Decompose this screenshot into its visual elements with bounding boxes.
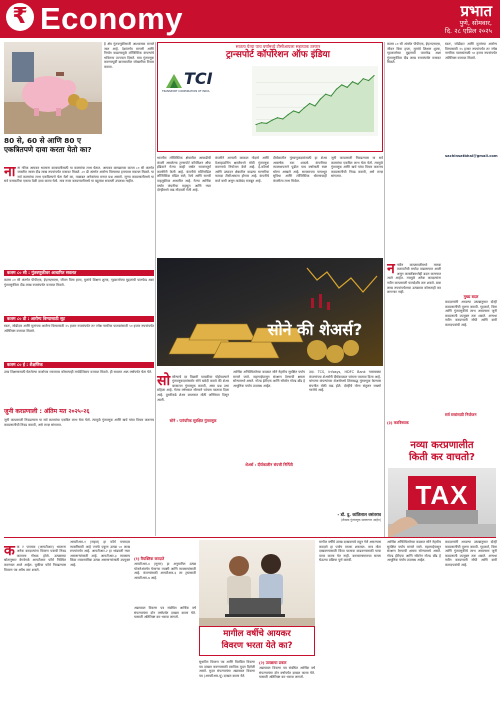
section-title: Economy	[40, 1, 184, 36]
column-rule	[155, 42, 156, 536]
dropcap: न	[387, 260, 395, 277]
gold-body-left	[157, 370, 229, 520]
tci-body-right: दीर्घकालीन गुंतवणूकदारांसाठी हा शेअर आकर्षक ठरू शकतो. कंपनीच्या व्यवस्थापनाने पुढील पाच वर्षांसाठी स्पष्ट धोरण आखले आहे. सरकारच्या पायाभूत सुविधा आणि लॉजिस्टिक धोरणाचाही कंपनीला लाभ मिळेल.	[273, 156, 327, 183]
story1-body-text: ना गरिक आयकर भरताना करबचतीसाठी या कलमांचा लाभ घेतात. आयकर कायद्याच्या कलम ८० सी अंतर्गत जास्तीत जास्त दीड लाख रुपयांपर्यंत वजावट मिळते. ८० डी अंतर्गत आरोग्य विम्याच्या हप्त्यावर सवलत मिळते. या सर्व कलमांचा लाभ एकत्रितपणे घेता येतो का, याबाबत अनेकांच्या मनात प्रश्न असतो. जुन्या करप्रणालीमध्ये या सर्व वजावटींचा एकाच वेळी दावा करता येतो. मात्र नव्या करप्रणालीमध्ये या बहुतांश सवलती उपलब्ध नाहीत.	[4, 165, 154, 184]
bottom-body-c5: सुधारित विवरण पत्र आणि विलंबित विवरण पत्र दाखल करण्यासाठी ठराविक मुदत दिलेली असते. मुदत संपल्यानंतर अद्ययावत विवरण पत्र (आयटीआर-यू) दाखल करता येते.	[199, 660, 255, 678]
chart-point	[320, 99, 321, 100]
story1-sub1-body: कलम ८० सी अंतर्गत पीपीएफ, ईएलएसएस, जीवन विमा हप्ता, मुलांचे शिक्षण शुल्क, गृहकर्जाच्या मुद्दलाची परतफेड अशा गुंतवणुकींवर दीड लाख रुपयांपर्यंत वजावट मिळते.	[4, 278, 154, 287]
right-col-top: कलम ८० सी अंतर्गत पीपीएफ, ईएलएसएस, जीवन विमा हप्ता, मुलांचे शिक्षण शुल्क, गृहकर्जाच्या मुद्दलाची परतफेड अशा गुंतवणुकींवर दीड लाख रुपयांपर्यंत वजावट मिळते.	[387, 42, 441, 65]
chart-point	[325, 94, 326, 95]
tci-body-mid: कंपनीने आगामी काळात गोदामे आणि वेअरहाउसिंग क्षमतेमध्ये मोठी गुंतवणूक करण्याचे नियोजन केले आहे. ई-कॉमर्स आणि उत्पादन क्षेत्रातील वाढत्या मागणीचा फायदा टीसीआयला होणार आहे. कंपनीचे कर्ज कमी असून ताळेबंद मजबूत आहे.	[215, 156, 269, 183]
story1-intro-text: हे क्षेत्र गुंतवणुकीसाठी आश्वासक मानले जात आहे. देशांतर्गत मागणी आणि निर्यात वाढल्यामुळे लॉजिस्टिक कंपन्यांचे भवितव्य उज्ज्वल दिसते. मात्र गुंतवणूक करण्यापूर्वी बाजारातील जोखमींचा विचार करावा.	[104, 42, 154, 69]
gold-author: - डॉ. दु. कांतिलाल वसंतराव	[337, 512, 381, 517]
couple-laptop-illustration	[199, 540, 315, 626]
gold-author-sub: (लेखक गुंतवणूक सल्लागार आहेत)	[340, 518, 381, 522]
bottom-body-c3: आयटीआर-४ (सुगम) हा अनुमानित उत्पन्न योजनेअंतर्गत येणाऱ्या व्यक्ती आणि व्यवसायांसाठी आहे. कंपन्यांसाठी आयटीआर-६ तर ट्रस्टसाठी आयटीआर-७ आहे.	[134, 562, 196, 580]
taxnew-subhead-1: मुख्य बदल	[463, 294, 479, 299]
taxnew-headline: नव्या करप्रणालीत किती कर वाचतो?	[409, 440, 475, 463]
chart-point	[271, 120, 272, 121]
chart-point	[368, 80, 369, 81]
gold-bars-illustration	[157, 258, 383, 366]
bottom-body-c7: मागील वर्षीचे उत्पन्न दाखवायचे राहून गेले असल्यास करदाते हा पर्याय वापरू शकतात. मात्र तोटा दाखवण्यासाठी किंवा परतावा वाढवण्यासाठी याचा वापर करता येत नाही. करसल्लागाराचा सल्ला घेऊनच प्रक्रिया पूर्ण करावी.	[319, 540, 381, 563]
bottom-body-c8: आर्थिक अनिश्चिततेच्या काळात सोने नेहमीच सुरक्षित पर्याय मानले जाते. महागाईपासून संरक्षण देण्याची क्षमता सोन्यामध्ये असते. गोल्ड ईटीएफ आणि सॉवरेन गोल्ड बाँड हे आधुनिक पर्याय उपलब्ध आहेत.	[387, 540, 441, 563]
chart-point	[277, 117, 278, 118]
story1-sub3-body: उच्च शिक्षणासाठी घेतलेल्या कर्जाच्या व्याजावर कोणत्याही मर्यादेशिवाय वजावट मिळते. ही सवलत आठ वर्षांपर्यंत घेता येते.	[4, 370, 153, 374]
author-email: sachinsatbhai@gmail.com	[445, 154, 498, 158]
tci-logo-icon	[166, 74, 182, 88]
bottom-body-c3b: अद्ययावत विवरण पत्र संबंधित आर्थिक वर्ष संपल्यानंतर दोन वर्षांपर्यंत दाखल करता येते. यासाठी अतिरिक्त कर भरावा लागतो.	[134, 606, 196, 620]
gold-body-right: उदा. TCS, Infosys, HDFC Bank यासारख्या कंपन्यांच्या शेअर्सनी दीर्घकाळात चांगला परतावा दिला आहे. चांगल्या कंपन्यांच्या शेअर्समध्ये शिस्तबद्ध गुंतवणूक केल्यास संपत्तीत मोठी वाढ होते. दोन्हींचे योग्य संतुलन राखणे गरजेचे आहे.	[309, 370, 381, 393]
bottom-photo	[199, 540, 315, 626]
chart-point	[309, 103, 310, 104]
rupee-icon: ₹	[6, 3, 34, 31]
date-label: दि. २८ एप्रिल २०२५	[444, 27, 492, 35]
taxnew-body-top-text: नवीन करप्रणालीमध्ये मानक वजावटीची मर्यादा वाढवण्यात आली असून करस्लॅबमध्येही बदल करण्यात आले आहेत. त्यामुळे अनेक करदात्यांना नवीन करप्रणाली फायदेशीर ठरू शकते. बारा लाख रुपयांपर्यंतच्या उत्पन्नावर कोणताही कर लागणार नाही.	[387, 262, 441, 295]
tci-title: ट्रान्सपोर्ट कॉर्पोरेशन ऑफ इंडिया	[226, 50, 330, 60]
tci-stock-chart	[252, 66, 378, 136]
gold-feature-photo	[157, 258, 383, 366]
chart-point	[336, 89, 337, 90]
chart-point	[261, 122, 262, 123]
chart-point	[373, 75, 374, 76]
story1-subhead-1: कलम ८० सी : गुंतवणुकीवर आधारित सवलत	[4, 270, 154, 276]
gold-subhead-2: शेअर्स : दीर्घकालीन संपत्ती निर्मिती	[245, 462, 293, 467]
chart-point	[288, 114, 289, 115]
dropcap: सो	[157, 372, 171, 389]
tci-body-left: भारतीय लॉजिस्टिक क्षेत्रातील आघाडीची कंपनी असलेल्या ट्रान्सपोर्ट कॉर्पोरेशन ऑफ इंडियाने गेल्या काही वर्षांत सातत्यपूर्ण कामगिरी केली आहे. कंपनीचे मल्टिमॉडेल लॉजिस्टिक मॉडेल रस्ते, रेल्वे आणि सागरी वाहतुकीवर आधारित आहे. गेल्या आर्थिक वर्षात कंपनीचा महसूल आणि नफा दोन्हीमध्ये वाढ नोंदवली गेली आहे.	[157, 156, 211, 193]
bottom-body-c1	[4, 540, 66, 706]
column-rule	[384, 42, 385, 538]
story1-subhead-2: कलम ८० डी : आरोग्य विम्यासाठी सूट	[4, 316, 154, 322]
bottom-headline: मागील वर्षीचे आयकर विवरण भरता येते का?	[221, 629, 293, 651]
bottom-subhead-c5: (२) उत्पन्नाचा प्रकार	[259, 660, 287, 665]
chart-point	[330, 95, 331, 96]
tci-logo-text: TCI	[184, 69, 213, 88]
gold-subhead-1: सोने : पारंपरिक सुरक्षित गुंतवणूक	[169, 418, 217, 423]
dropcap: क	[4, 542, 15, 559]
story1-body	[4, 161, 154, 221]
edition-label: पुणे, सोमवार,	[459, 19, 492, 27]
bottom-body-c2: आयटीआर-१ (सहज) हा फॉर्म पगारदार व्यक्तींसाठी आहे ज्यांचे एकूण उत्पन्न ५० लाख रुपयांपर्यंत आहे. आयटीआर-२ हा भांडवली नफा असणाऱ्यांसाठी आहे. आयटीआर-३ व्यवसाय किंवा व्यावसायिक उत्पन्न असणाऱ्यांसाठी उपयुक्त आहे.	[70, 540, 130, 567]
brand-logo: प्रभात	[460, 2, 492, 20]
chart-point	[357, 84, 358, 85]
section-rule	[4, 537, 496, 538]
tax-word: TAX	[415, 480, 469, 510]
chart-point	[304, 107, 305, 108]
piggy-bank-illustration	[4, 42, 102, 134]
taxnew-body-top	[387, 258, 441, 418]
chart-point	[282, 118, 283, 119]
story1-subhead-3: कलम ८० ई : शैक्षणिक	[4, 362, 154, 368]
chart-point	[347, 87, 348, 88]
taxnew-subhead-3: सर्व स्तरांसाठी नियोजन	[445, 412, 477, 417]
chart-point	[352, 81, 353, 82]
story1-sub2-body: स्वतः, जोडीदार आणि मुलांच्या आरोग्य विम्यासाठी २५ हजार रुपयांपर्यंत तर ज्येष्ठ नागरिक पालकांसाठी ५० हजार रुपयांपर्यंत अतिरिक्त वजावट मिळते.	[4, 324, 154, 333]
bottom-subhead-c2: (१) वैयक्तिक करदाते	[134, 556, 165, 561]
dropcap: ना	[4, 163, 16, 180]
story1-headline: 80 से, 60 से आणि 80 ए एकत्रितपणे दावा करता येतो का?	[4, 136, 92, 154]
bottom-body-c1-text: क र परतावा (आयटीआर) भरताना अनेक करदात्यांना विवरण पत्राची निवड करताना गोंधळ होतो. उत्पन्नाच्या स्रोतानुसार वेगवेगळे आयटीआर फॉर्म निश्चित करण्यात आले आहेत. चुकीचा फॉर्म निवडल्यास विवरण पत्र अवैध ठरू शकते.	[4, 544, 66, 572]
tci-kicker: सातत्य येत्या पाच वर्षांमध्ये टीसीआयला सहाय्यक ठरणार	[235, 44, 321, 49]
taxnew-subhead-2: (३) करविषयक	[387, 420, 409, 425]
chart-point	[341, 84, 342, 85]
chart-point	[314, 105, 315, 106]
story1-photo	[4, 42, 102, 134]
tci-body-far: जुनी करप्रणाली निवडल्यास या सर्व कलमांचा एकत्रित लाभ घेता येतो. त्यामुळे गुंतवणूक आणि खर्च यांचा विचार करूनच करप्रणालीची निवड करावी, असे तज्ज्ञ सांगतात.	[331, 156, 383, 179]
gold-body-mid: आर्थिक अनिश्चिततेच्या काळात सोने नेहमीच सुरक्षित पर्याय मानले जाते. महागाईपासून संरक्षण देण्याची क्षमता सोन्यामध्ये असते. गोल्ड ईटीएफ आणि सॉवरेन गोल्ड बाँड हे आधुनिक पर्याय उपलब्ध आहेत.	[233, 370, 305, 388]
taxnew-body-mid: करदात्यांनी आपल्या उत्पन्नानुसार दोन्ही करप्रणालींची तुलना करावी. गृहकर्ज, विमा आणि गुंतवणुकीचे लाभ असल्यास जुनी करप्रणाली उपयुक्त ठरू शकते. अन्यथा नवीन करप्रणाली सोपी आणि कमी कागदपत्रांची आहे.	[445, 300, 497, 327]
gold-headline: सोने की शेअर्स?	[267, 320, 363, 339]
story1-sub4-body: जुनी करप्रणाली निवडल्यास या सर्व कलमांचा एकत्रित लाभ घेता येतो. त्यामुळे गुंतवणूक आणि खर्च यांचा विचार करूनच करप्रणालीची निवड करावी, असे तज्ज्ञ सांगतात.	[4, 418, 154, 427]
right-col-top-2: स्वतः, जोडीदार आणि मुलांच्या आरोग्य विम्यासाठी २५ हजार रुपयांपर्यंत तर ज्येष्ठ नागरिक पालकांसाठी ५० हजार रुपयांपर्यंत अतिरिक्त वजावट मिळते.	[445, 42, 497, 60]
bottom-body-c6: अद्ययावत विवरण पत्र संबंधित आर्थिक वर्ष संपल्यानंतर दोन वर्षांपर्यंत दाखल करता येते. यासाठी अतिरिक्त कर भरावा लागतो.	[259, 666, 315, 680]
chart-point	[293, 110, 294, 111]
tci-logo-sub: TRANSPORT CORPORATION OF INDIA	[162, 90, 210, 93]
chart-point	[255, 124, 256, 125]
story1-subhead-4: जुनी करप्रणाली : अंतिम मत २०२५-२६	[4, 408, 90, 415]
chart-point	[266, 123, 267, 124]
chart-point	[363, 78, 364, 79]
gold-body-left-text: सोन्याचे दर विक्रमी पातळीवर पोहोचल्याने गुंतवणूकदारांसमोर सोने खरेदी करावे की शेअर बाजारात गुंतवणूक करावी, असा प्रश्न उभा राहिला आहे. गेल्या वर्षभरात सोन्याने चांगला परतावा दिला आहे. दुसरीकडे शेअर बाजारात मोठी अस्थिरता दिसून आली.	[157, 374, 229, 402]
chart-point	[298, 112, 299, 113]
bottom-body-c9: करदात्यांनी आपल्या उत्पन्नानुसार दोन्ही करप्रणालींची तुलना करावी. गृहकर्ज, विमा आणि गुंतवणुकीचे लाभ असल्यास जुनी करप्रणाली उपयुक्त ठरू शकते. अन्यथा नवीन करप्रणाली सोपी आणि कमी कागदपत्रांची आहे.	[445, 540, 497, 567]
